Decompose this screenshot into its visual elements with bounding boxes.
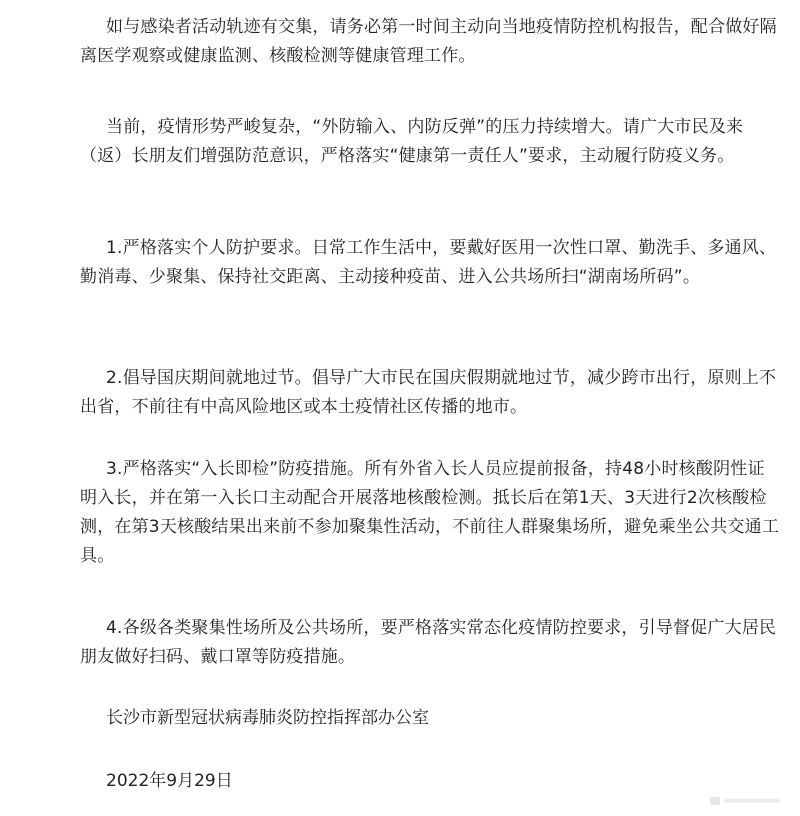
watermark-icon <box>710 794 782 808</box>
paragraph-public-venues: 4.各级各类聚集性场所及公共场所，要严格落实常态化疫情防控要求，引导督促广大居民朋友做好扫码、戴口罩等防疫措施。 <box>80 618 777 667</box>
paragraph-current-situation: 当前，疫情形势严峻复杂，“外防输入、内防反弹”的压力持续增大。请广大市民及来（返）长朋友们增强防范意识，严格落实“健康第一责任人”要求，主动履行防疫义务。 <box>80 117 744 166</box>
paragraph-holiday-stay: 2.倡导国庆期间就地过节。倡导广大市民在国庆假期就地过节，减少跨市出行，原则上不出省，不前往有中高风险地区或本土疫情社区传播的地市。 <box>80 368 777 417</box>
signature-organization: 长沙市新型冠状病毒肺炎防控指挥部办公室 <box>106 708 429 728</box>
paragraph-personal-protection: 1.严格落实个人防护要求。日常工作生活中，要戴好医用一次性口罩、勤洗手、多通风、勤消毒、少聚集、保持社交距离、主动接种疫苗、进入公共场所扫“湖南场所码”。 <box>80 238 777 287</box>
paragraph-contact-report: 如与感染者活动轨迹有交集，请务必第一时间主动向当地疫情防控机构报告，配合做好隔离医学观察或健康监测、核酸检测等健康管理工作。 <box>80 17 777 66</box>
signature-date: 2022年9月29日 <box>106 771 233 791</box>
paragraph-arrival-testing: 3.严格落实“入长即检”防疫措施。所有外省入长人员应提前报备，持48小时核酸阴性证明入长，并在第一入长口主动配合开展落地核酸检测。抵长后在第1天、3天进行2次核酸检测，在第3天核酸结果出来前不参加聚集性活动，不前往人群聚集场所，避免乘坐公共交通工具。 <box>80 459 780 566</box>
